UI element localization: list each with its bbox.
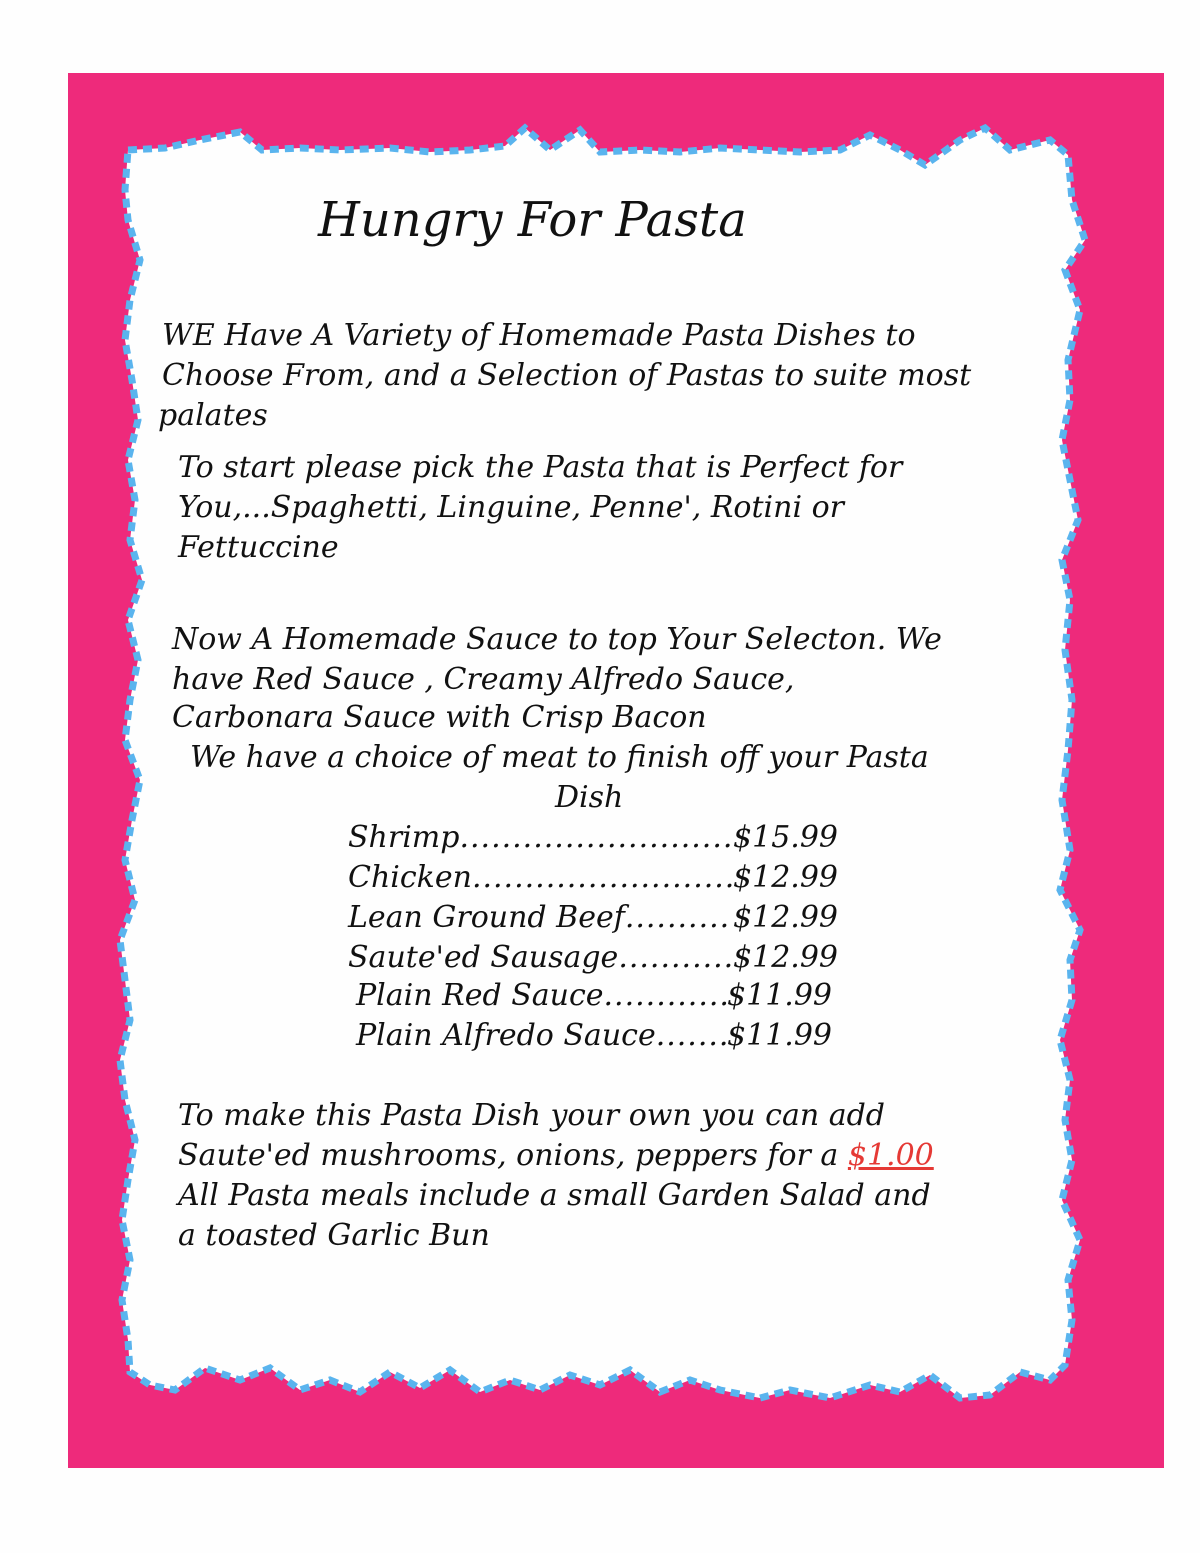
menu-item-leader: [625, 898, 733, 938]
menu-item-price: $12.99: [733, 940, 838, 975]
extras-line-3: All Pasta meals include a small Garden Salad and: [178, 1178, 931, 1213]
pasta-line-1: To start please pick the Pasta that is Perfect for: [178, 450, 903, 485]
extras-line-2: [178, 1136, 934, 1176]
menu-item-leader: [656, 1016, 727, 1056]
menu-item-leader: [618, 938, 733, 978]
sauce-line-3: Carbonara Sauce with Crisp Bacon: [172, 700, 707, 735]
meat-line-1: We have a choice of meat to finish off your Pasta: [190, 740, 929, 775]
menu-item-lean-ground-beef: [348, 898, 838, 938]
menu-item-plain-red-sauce: [356, 976, 832, 1016]
extras-line-4: a toasted Garlic Bun: [178, 1218, 490, 1253]
menu-item-chicken: [348, 858, 838, 898]
pasta-line-2: You,...Spaghetti, Linguine, Penne', Rotini or: [178, 490, 844, 525]
sauce-line-1: Now A Homemade Sauce to top Your Selecton. We: [172, 622, 942, 657]
pasta-line-3: Fettuccine: [178, 530, 339, 565]
meat-line-2: Dish: [555, 780, 624, 815]
menu-item-leader: [459, 818, 733, 858]
page-title: Hungry For Pasta: [318, 192, 747, 248]
menu-item-name: Chicken: [348, 860, 472, 895]
extras-line-1: To make this Pasta Dish your own you can add: [178, 1098, 885, 1133]
menu-item-name: Plain Red Sauce: [356, 978, 604, 1013]
menu-item-plain-alfredo-sauce: [356, 1016, 832, 1056]
sauce-line-2: have Red Sauce , Creamy Alfredo Sauce,: [172, 662, 795, 697]
extras-price: $1.00: [847, 1138, 934, 1173]
menu-item-price: $12.99: [733, 860, 838, 895]
menu-item-shrimp: [348, 818, 838, 858]
menu-item-price: $11.99: [727, 978, 832, 1013]
menu-item-name: Plain Alfredo Sauce: [356, 1018, 656, 1053]
menu-item-name: Shrimp: [348, 820, 460, 855]
extras-line-2-text: Saute'ed mushrooms, onions, peppers for a: [178, 1138, 839, 1173]
intro-line-1: WE Have A Variety of Homemade Pasta Dishes to: [162, 318, 916, 353]
intro-line-3: palates: [158, 398, 268, 433]
intro-line-2: Choose From, and a Selection of Pastas to suite most: [162, 358, 972, 393]
menu-item-name: Lean Ground Beef: [348, 900, 625, 935]
menu-item-name: Saute'ed Sausage: [348, 940, 619, 975]
menu-item-price: $11.99: [727, 1018, 832, 1053]
menu-item-price: $12.99: [733, 900, 838, 935]
menu-item-leader: [604, 976, 728, 1016]
menu-item-sauteed-sausage: [348, 938, 838, 978]
menu-item-leader: [472, 858, 733, 898]
menu-item-price: $15.99: [733, 820, 838, 855]
